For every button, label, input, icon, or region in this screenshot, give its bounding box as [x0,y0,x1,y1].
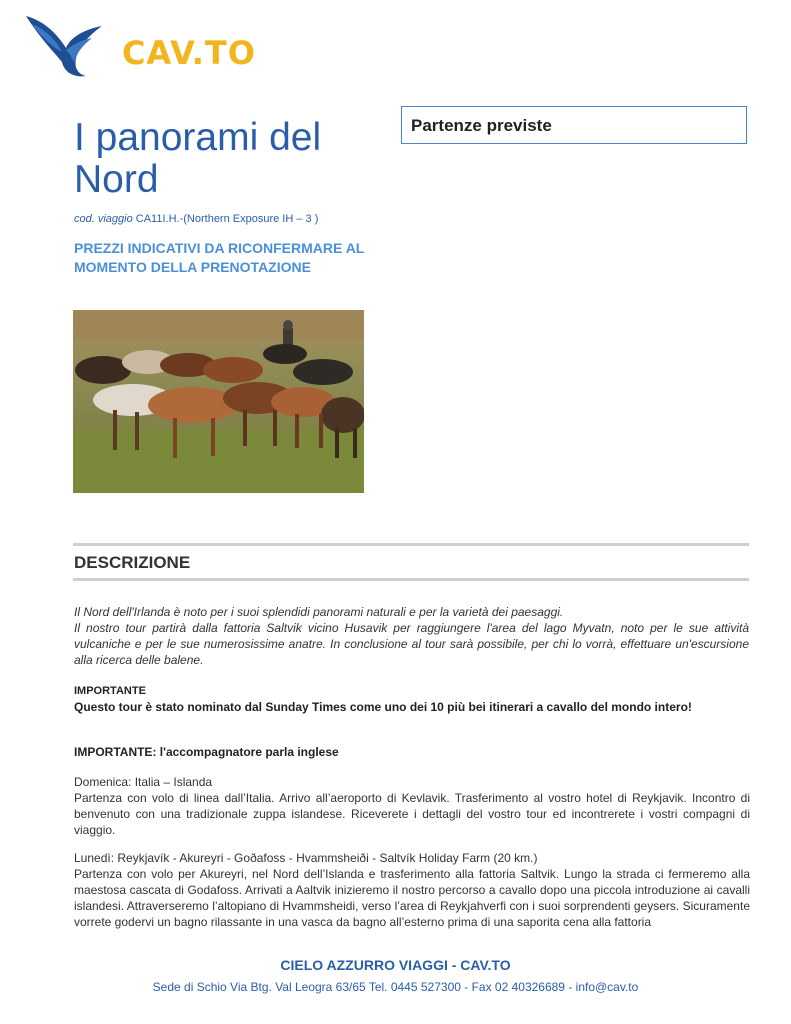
guide-language-note: IMPORTANTE: l'accompagnatore parla inglese [74,745,339,759]
departures-title: Partenze previste [411,116,552,135]
description-intro-line2: Il nostro tour partirà dalla fattoria Saltvik vicino Husavik per raggiungere l'area del lago Myvatn, noto per le sue attività vulcaniche e per le sue numerosissime anatre. In conclusione al tour sarà possibile, per chi lo vorrà, effettuare un'escursione alla ricerca delle balene. [74,621,749,667]
horses-photo [73,310,364,493]
footer-address: Sede di Schio Via Btg. Val Leogra 63/65 Tel. 0445 527300 - Fax 02 40326689 - info@cav.to [152,980,639,994]
section-title-descrizione: DESCRIZIONE [74,553,191,572]
trip-code-value: CA11I.H.-(Northern Exposure IH – 3 ) [135,213,319,225]
prices-note: PREZZI INDICATIVI DA RICONFERMARE AL MOMENTO DELLA PRENOTAZIONE [74,240,365,275]
description-intro [74,604,749,668]
trip-code [74,213,318,225]
page-title: I panorami del Nord [74,116,322,201]
bird-logo-icon [22,10,112,80]
company-logo [22,10,262,80]
logo-text: CAV.TO [122,34,256,72]
itinerary-day-title: Domenica: Italia – Islanda [74,775,213,789]
itinerary-day-title: Lunedì: Reykjavík - Akureyri - Goðafoss - Hvammsheiði - Saltvík Holiday Farm (20 km.) [74,851,538,865]
section-divider-bottom [73,578,749,581]
departures-box [401,106,747,144]
description-intro-line1: Il Nord dell'Irlanda è noto per i suoi splendidi panorami naturali e per la varietà dei paesaggi. [74,605,564,619]
footer-company: CIELO AZZURRO VIAGGI - CAV.TO [280,957,511,973]
important-label: IMPORTANTE [74,685,146,697]
section-divider-top [73,543,749,546]
itinerary-day-text: Partenza con volo per Akureyri, nel Nord dell’Islanda e trasferimento alla fattoria Saltvik. Lungo la strada ci fermeremo alla maestosa cascata di Godafoss. Arrivati a Aaltvik inizieremo il nostro percorso a cavallo dopo una piccola introduzione ai cavalli islandesi. Attraverseremo l’altopiano di Hvammsheidi, verso l’area di Reykjahverfi con i suoi sorprendenti geysers. Sicuramente vorrete godervi un bagno rilassante in una vasca da bagno all’esterno prima di una saporita cena alla fattoria [74,867,750,929]
trip-code-label: cod. viaggio [74,213,133,225]
itinerary-day-text: Partenza con volo di linea dall’Italia. Arrivo all’aeroporto di Kevlavik. Trasferimento al vostro hotel di Reykjavik. Incontro di benvenuto con una tradizionale zuppa islandese. Riceverete i dettagli del vostro tour ed incontrerete i vostri compagni di viaggio. [74,791,750,837]
itinerary-day [74,850,750,930]
important-text: Questo tour è stato nominato dal Sunday Times come uno dei 10 più bei itinerari a cavallo del mondo intero! [74,700,692,714]
itinerary-day [74,774,750,838]
